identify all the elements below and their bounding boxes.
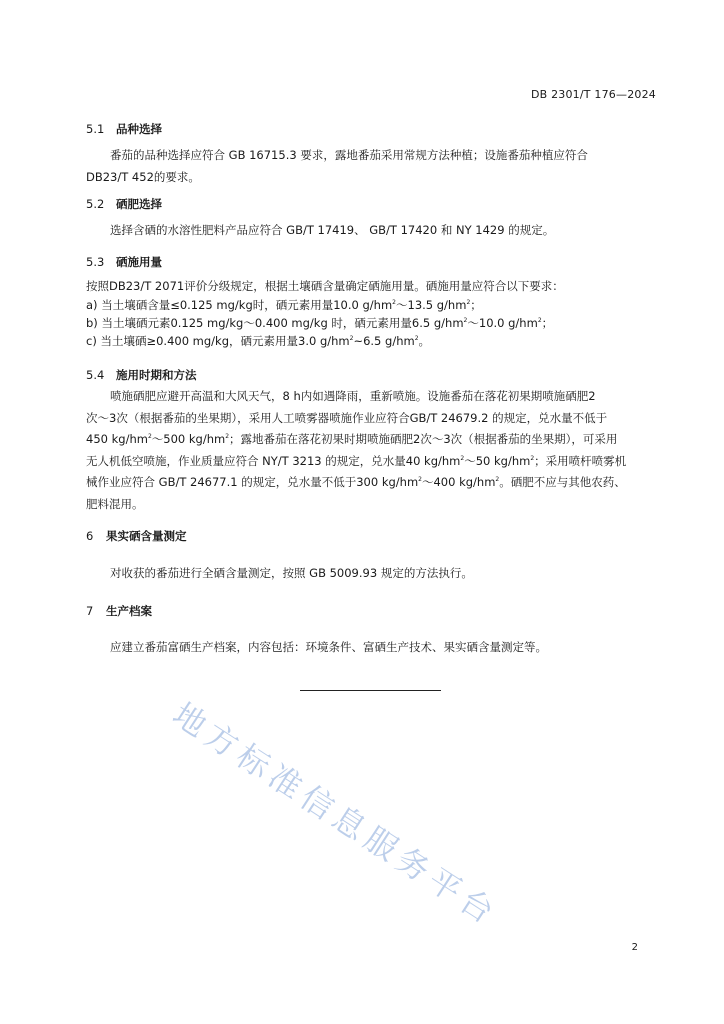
end-rule: [300, 690, 441, 691]
paragraph-line: 肥料混用。: [86, 496, 144, 511]
list-item-a: a) 当土壤硒含量≤0.125 mg/kg时，硒元素用量10.0 $g/hm^2\sim 13.5$ $g/hm^2$；: [86, 298, 482, 312]
section-6-body: [86, 563, 656, 585]
paragraph-line: 选择含硒的水溶性肥料产品应符合 GB/T 17419、 GB/T 17420 和 NY 1429 的规定。: [110, 223, 555, 237]
section-number: 6: [86, 529, 94, 543]
section-number: 7: [86, 604, 94, 618]
section-title: 硒肥选择: [116, 197, 162, 211]
paragraph-line: 喷施硒肥应避开高温和大风天气，8 h内如遇降雨，重新喷施。设施番茄在落花初果期喷施硒肥2: [110, 389, 596, 403]
paragraph-line: 应建立番茄富硒生产档案，内容包括：环境条件、富硒生产技术、果实硒含量测定等。: [110, 640, 547, 654]
section-5-4-heading: [86, 367, 197, 383]
section-5-1-heading: [86, 121, 162, 137]
document-code: DB 2301/T 176—2024: [530, 88, 656, 101]
page-number: 2: [631, 942, 638, 953]
paragraph-line: 番茄的品种选择应符合 GB 16715.3 要求，露地番茄采用常规方法种植；设施番茄种植应符合: [110, 148, 588, 162]
section-6-heading: [86, 528, 187, 544]
paragraph-line: 无人机低空喷施，作业质量应符合 NY/T 3213 的规定，兑水量40 $kg/hm^2\sim 50$ $kg/hm^2$；采用喷杆喷雾机: [86, 453, 627, 468]
section-title: 施用时期和方法: [116, 368, 197, 382]
section-title: 果实硒含量测定: [106, 529, 187, 543]
section-5-4-body: [86, 386, 656, 515]
section-5-2-heading: [86, 196, 162, 212]
list-item-c: c) 当土壤硒≥0.400 mg/kg，硒元素用量3.0 $g/hm^2\sim 6.5$ $g/hm^2$。: [86, 334, 431, 348]
section-number: 5.2: [86, 197, 105, 211]
section-title: 硒施用量: [116, 255, 162, 269]
section-5-2-body: [86, 220, 656, 242]
section-7-body: [86, 637, 656, 659]
list-item-b: b) 当土壤硒元素0.125 mg/kg～0.400 mg/kg 时，硒元素用量6.5 $g/hm^2\sim 10.0$ $g/hm^2$；: [86, 316, 554, 330]
paragraph-line: 450 $kg/hm^2\sim 500$ $kg/hm^2$；露地番茄在落花初果时期喷施硒肥2次～3次（根据番茄的坐果期），可采用: [86, 432, 618, 446]
section-title: 生产档案: [106, 604, 152, 618]
paragraph-line: 按照DB23/T 2071评价分级规定，根据土壤硒含量确定硒施用量。硒施用量应符合以下要求：: [86, 279, 564, 293]
paragraph-line: 次～3次（根据番茄的坐果期），采用人工喷雾器喷施作业应符合GB/T 24679.2 的规定，兑水量不低于: [86, 410, 608, 425]
section-number: 5.1: [86, 122, 105, 136]
section-number: 5.4: [86, 368, 105, 382]
paragraph-line: 对收获的番茄进行全硒含量测定，按照 GB 5009.93 规定的方法执行。: [110, 566, 473, 580]
paragraph-line: DB23/T 452的要求。: [86, 169, 200, 184]
section-number: 5.3: [86, 255, 105, 269]
section-title: 品种选择: [116, 122, 162, 136]
section-5-1-body: [86, 145, 656, 188]
section-7-heading: [86, 603, 152, 619]
watermark: 地方标准信息服务平台: [166, 695, 506, 934]
section-5-3-body: [86, 276, 656, 349]
section-5-3-heading: [86, 254, 162, 270]
paragraph-line: 械作业应符合 GB/T 24677.1 的规定，兑水量不低于300 $kg/hm^2\sim 400$ $kg/hm^2$。硒肥不应与其他农药、: [86, 475, 626, 489]
